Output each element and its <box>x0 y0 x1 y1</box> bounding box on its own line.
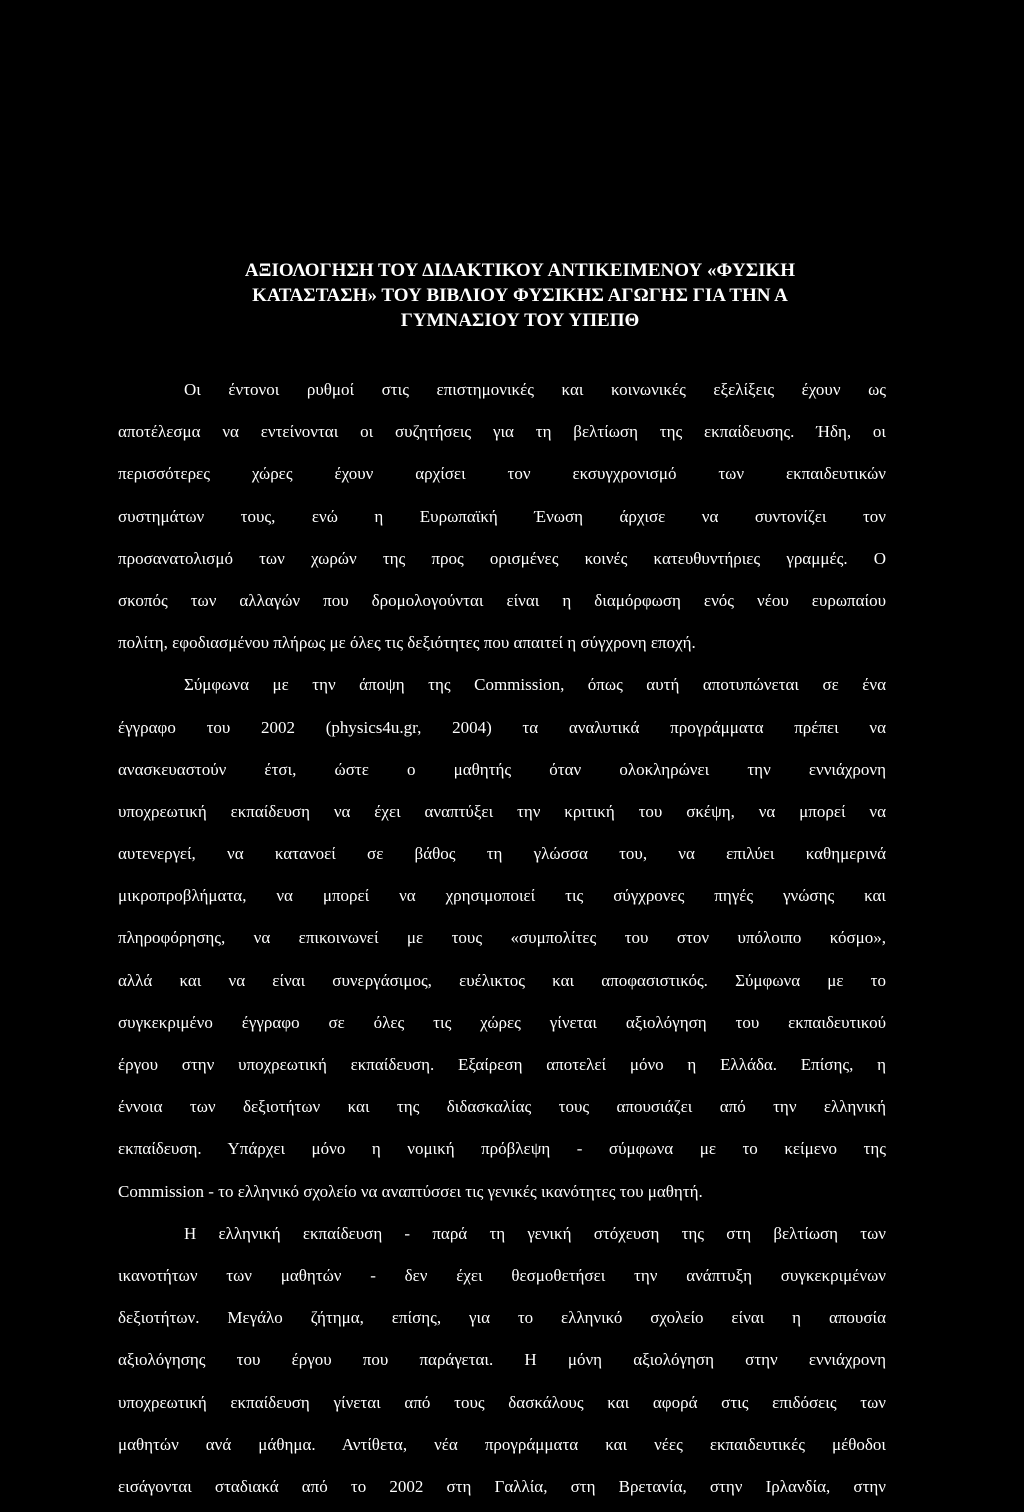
text-line: μικροπροβλήματα, να μπορεί να χρησιμοποιεί τις σύγχρονες πηγές γνώσης και <box>118 886 886 906</box>
text-line: συστημάτων τους, ενώ η Ευρωπαϊκή Ένωση άρχισε να συντονίζει τον <box>118 506 886 526</box>
text-line: Η ελληνική εκπαίδευση - παρά τη γενική στόχευση της στη βελτίωση των <box>184 1223 886 1243</box>
text-line: Commission - το ελληνικό σχολείο να αναπτύσσει τις γενικές ικανότητες του μαθητή. <box>118 1181 703 1201</box>
text-line: δεξιοτήτων. Μεγάλο ζήτημα, επίσης, για το ελληνικό σχολείο είναι η απουσία <box>118 1308 886 1328</box>
text-line: υποχρεωτική εκπαίδευση να έχει αναπτύξει την κριτική του σκέψη, να μπορεί να <box>118 801 886 821</box>
text-line: μαθητών ανά μάθημα. Αντίθετα, νέα προγράμματα και νέες εκπαιδευτικές μέθοδοι <box>118 1434 886 1454</box>
text-line: Οι έντονοι ρυθμοί στις επιστημονικές και κοινωνικές εξελίξεις έχουν ως <box>184 380 886 399</box>
title-line: ΚΑΤΑΣΤΑΣΗ» ΤΟΥ ΒΙΒΛΙΟΥ ΦΥΣΙΚΗΣ ΑΓΩΓΗΣ ΓΙΑ ΤΗΝ Α <box>252 285 788 306</box>
text-line: αξιολόγησης του έργου που παράγεται. Η μόνη αξιολόγηση στην εννιάχρονη <box>118 1350 886 1370</box>
title-line: ΓΥΜΝΑΣΙΟΥ ΤΟΥ ΥΠΕΠΘ <box>400 310 640 331</box>
title-line: ΑΞΙΟΛΟΓΗΣΗ ΤΟΥ ΔΙΔΑΚΤΙΚΟΥ ΑΝΤΙΚΕΙΜΕΝΟΥ «ΦΥΣΙΚΗ <box>244 260 796 281</box>
text-line: αλλά και να είναι συνεργάσιμος, ευέλικτος και αποφασιστικός. Σύμφωνα με το <box>118 970 886 990</box>
text-line: πολίτη, εφοδιασμένου πλήρως με όλες τις δεξιότητες που απαιτεί η σύγχρονη εποχή. <box>118 633 696 653</box>
document-body <box>118 369 886 1508</box>
text-line: έργου στην υποχρεωτική εκπαίδευση. Εξαίρεση αποτελεί μόνο η Ελλάδα. Επίσης, η <box>118 1055 886 1074</box>
text-line: Σύμφωνα με την άποψη της Commission, όπως αυτή αποτυπώνεται σε ένα <box>184 675 886 695</box>
text-line: έννοια των δεξιοτήτων και της διδασκαλίας τους απουσιάζει από την ελληνική <box>118 1097 886 1117</box>
text-line: αυτενεργεί, να κατανοεί σε βάθος τη γλώσσα του, να επιλύει καθημερινά <box>118 844 886 864</box>
text-line: συγκεκριμένο έγγραφο σε όλες τις χώρες γίνεται αξιολόγηση του εκπαιδευτικού <box>118 1012 886 1032</box>
text-line: προσανατολισμό των χωρών της προς ορισμένες κοινές κατευθυντήριες γραμμές. Ο <box>118 548 886 568</box>
text-line: υποχρεωτική εκπαίδευση γίνεται από τους δασκάλους και αφορά στις επιδόσεις των <box>118 1392 886 1412</box>
text-line: εκπαίδευση. Υπάρχει μόνο η νομική πρόβλεψη - σύμφωνα με το κείμενο της <box>118 1139 886 1159</box>
text-line: ανασκευαστούν έτσι, ώστε ο μαθητής όταν ολοκληρώνει την εννιάχρονη <box>118 759 886 779</box>
text-line: εισάγονται σταδιακά από το 2002 στη Γαλλία, στη Βρετανία, στην Ιρλανδία, στην <box>118 1476 886 1496</box>
text-line: πληροφόρησης, να επικοινωνεί με τους «συμπολίτες του στον υπόλοιπο κόσμο», <box>118 928 886 948</box>
text-line: αποτέλεσμα να εντείνονται οι συζητήσεις για τη βελτίωση της εκπαίδευσης. Ήδη, οι <box>118 422 886 442</box>
text-line: σκοπός των αλλαγών που δρομολογούνται είναι η διαμόρφωση ενός νέου ευρωπαίου <box>118 590 886 610</box>
text-line: ικανοτήτων των μαθητών - δεν έχει θεσμοθετήσει την ανάπτυξη συγκεκριμένων <box>118 1265 886 1285</box>
text-line: περισσότερες χώρες έχουν αρχίσει τον εκσυγχρονισμό των εκπαιδευτικών <box>118 464 886 484</box>
text-line: έγγραφο του 2002 (physics4u.gr, 2004) τα αναλυτικά προγράμματα πρέπει να <box>118 717 886 737</box>
document-title <box>150 258 890 333</box>
